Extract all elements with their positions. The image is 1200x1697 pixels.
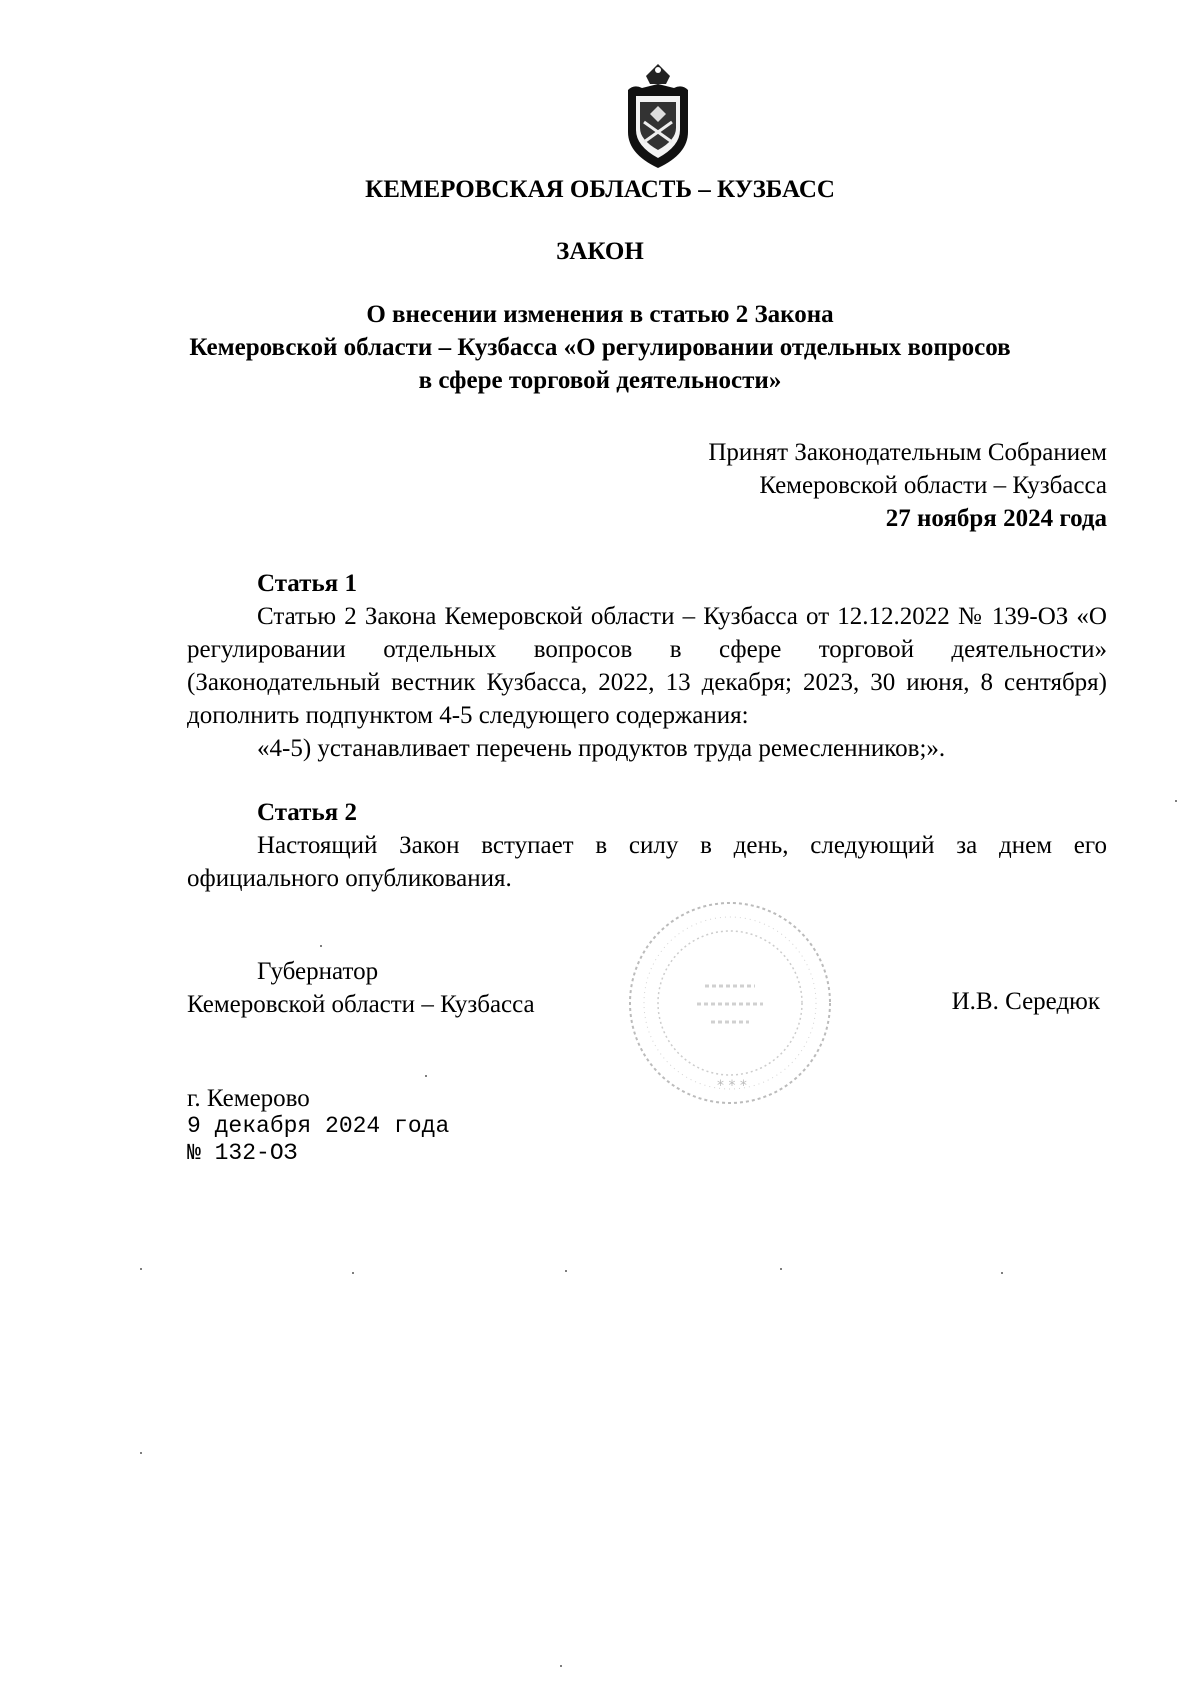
scan-speck bbox=[140, 1452, 142, 1454]
article-1 bbox=[187, 567, 1107, 765]
adoption-date: 27 ноября 2024 года bbox=[885, 505, 1107, 532]
article-paragraph: Настоящий Закон вступает в силу в день, следующий за днем его официального опубликования. bbox=[187, 832, 1107, 892]
coat-of-arms-icon bbox=[620, 62, 696, 170]
article-paragraph: Статью 2 Закона Кемеровской области – Кузбасса от 12.12.2022 № 139-ОЗ «О регулировании отдельных вопросов в сфере торговой деятельности» (Законодательный вестник Кузбасса, 2022, 13 декабря; 2023, 30 июня, 8 сентября) дополнить подпунктом 4-5 следующего содержания: bbox=[187, 603, 1107, 729]
scan-speck bbox=[425, 1075, 427, 1077]
adoption-line: Кемеровской области – Кузбасса bbox=[759, 472, 1107, 499]
scan-speck bbox=[1001, 1272, 1003, 1274]
scan-speck bbox=[352, 1272, 354, 1274]
region-heading: КЕМЕРОВСКАЯ ОБЛАСТЬ – КУЗБАСС bbox=[365, 176, 835, 203]
position-line: Кемеровской области – Кузбасса bbox=[187, 991, 535, 1018]
scan-speck bbox=[1175, 800, 1177, 802]
law-title bbox=[0, 298, 1200, 397]
adoption-block bbox=[708, 436, 1107, 535]
scan-speck bbox=[565, 1270, 567, 1272]
svg-text:* * *: * * * bbox=[717, 1078, 747, 1094]
article-heading: Статья 2 bbox=[257, 799, 357, 826]
scan-speck bbox=[320, 945, 322, 947]
article-heading: Статья 1 bbox=[257, 570, 357, 597]
position-line: Губернатор bbox=[257, 958, 379, 985]
scan-speck bbox=[140, 1268, 142, 1270]
official-stamp bbox=[625, 898, 835, 1108]
city: г. Кемерово bbox=[187, 1085, 310, 1112]
article-2 bbox=[187, 796, 1107, 895]
signatory-position bbox=[187, 955, 535, 1021]
law-title-line: в сфере торговой деятельности» bbox=[418, 367, 782, 394]
signatory-name: И.В. Середюк bbox=[951, 988, 1100, 1015]
article-paragraph: «4-5) устанавливает перечень продуктов труда ремесленников;». bbox=[257, 735, 946, 762]
scan-speck bbox=[560, 1665, 562, 1667]
signing-date: 9 декабря 2024 года bbox=[187, 1113, 450, 1139]
adoption-line: Принят Законодательным Собранием bbox=[708, 439, 1107, 466]
law-title-line: О внесении изменения в статью 2 Закона bbox=[366, 301, 834, 328]
document-type: ЗАКОН bbox=[556, 238, 644, 265]
scan-speck bbox=[780, 1268, 782, 1270]
law-title-line: Кемеровской области – Кузбасса «О регулировании отдельных вопросов bbox=[189, 334, 1011, 361]
law-number: № 132-ОЗ bbox=[187, 1140, 298, 1166]
